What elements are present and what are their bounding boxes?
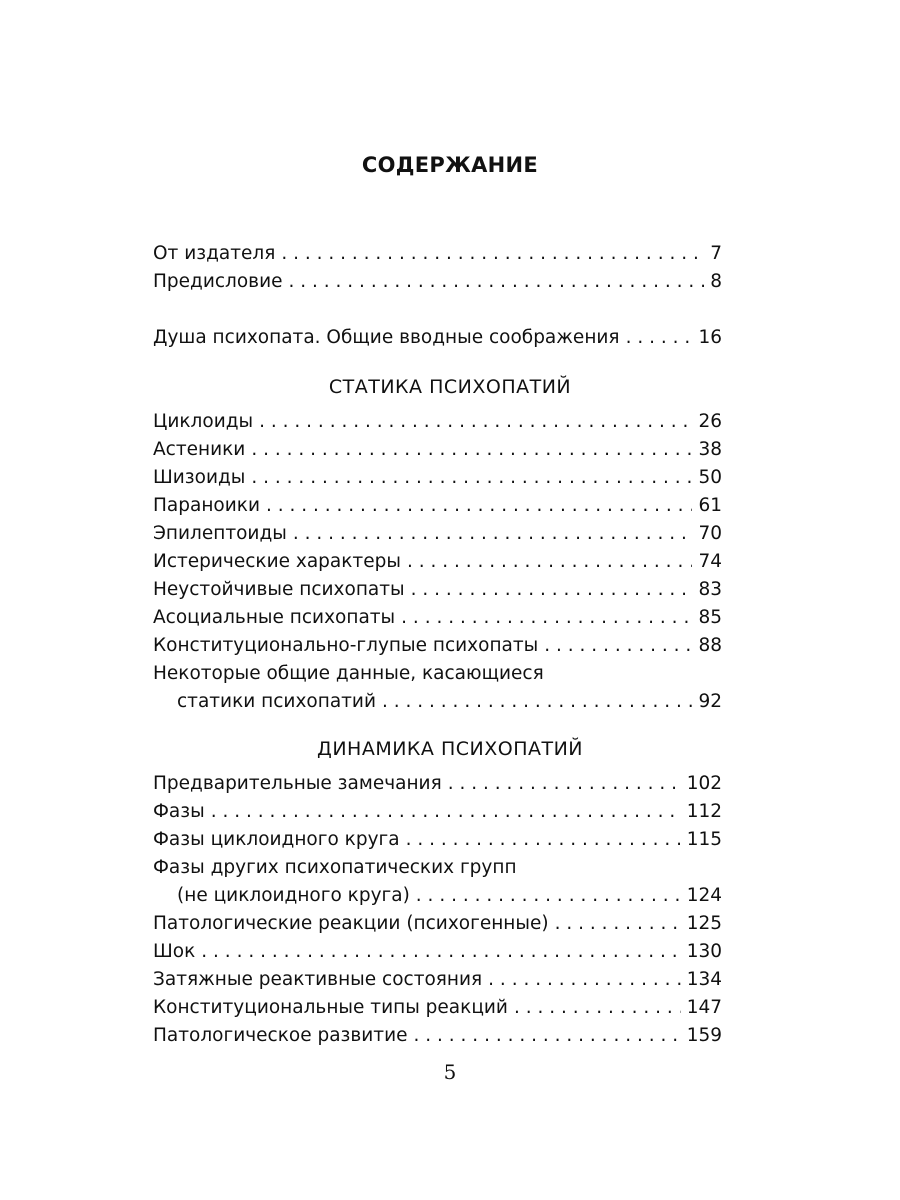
toc-entry-label: Конституциональные типы реакций bbox=[153, 997, 508, 1018]
toc-entry[interactable] bbox=[153, 520, 722, 548]
toc-entry-page: 50 bbox=[698, 467, 722, 488]
toc-entry-page: 115 bbox=[686, 829, 722, 850]
toc-entry-page: 16 bbox=[698, 327, 722, 348]
leader-dots bbox=[211, 798, 681, 826]
toc-entry[interactable] bbox=[153, 268, 722, 296]
toc-entry-page: 124 bbox=[686, 885, 722, 906]
leader-dots bbox=[382, 688, 692, 716]
toc-entry[interactable] bbox=[153, 632, 722, 660]
toc-entry-label: статики психопатий bbox=[177, 691, 376, 712]
page-title: СОДЕРЖАНИЕ bbox=[361, 153, 539, 177]
toc-entry-page: 130 bbox=[686, 941, 722, 962]
toc-entry[interactable] bbox=[153, 910, 722, 938]
toc-entry-label: Предварительные замечания bbox=[153, 773, 442, 794]
section-heading-statics: СТАТИКА ПСИХОПАТИЙ bbox=[328, 376, 572, 398]
toc-entry-page: 74 bbox=[698, 551, 722, 572]
leader-dots bbox=[555, 910, 681, 938]
toc-entry-page: 88 bbox=[698, 635, 722, 656]
toc-entry-page: 85 bbox=[698, 607, 722, 628]
toc-entry-label: Циклоиды bbox=[153, 411, 254, 432]
toc-entry[interactable] bbox=[153, 464, 722, 492]
toc-entry-page: 61 bbox=[698, 495, 722, 516]
leader-dots bbox=[407, 548, 693, 576]
leader-dots bbox=[288, 268, 704, 296]
leader-dots bbox=[544, 632, 692, 660]
toc-entry-label: Некоторые общие данные, касающиеся bbox=[153, 663, 544, 684]
toc-entry-label: Затяжные реактивные состояния bbox=[153, 969, 483, 990]
page-number: 5 bbox=[443, 1060, 457, 1084]
toc-entry-page: 112 bbox=[686, 801, 722, 822]
leader-dots bbox=[514, 994, 681, 1022]
toc-entry-label: Конституционально-глупые психопаты bbox=[153, 635, 539, 656]
leader-dots bbox=[414, 1022, 681, 1050]
toc-entry-label: Неустойчивые психопаты bbox=[153, 579, 405, 600]
leader-dots bbox=[401, 604, 692, 632]
leader-dots bbox=[266, 492, 692, 520]
leader-dots bbox=[259, 408, 692, 436]
toc-entry[interactable] bbox=[153, 576, 722, 604]
leader-dots bbox=[251, 464, 692, 492]
toc-entry-page: 70 bbox=[698, 523, 722, 544]
toc-entry[interactable] bbox=[153, 966, 722, 994]
toc-entry-page: 92 bbox=[698, 691, 722, 712]
toc-entry-label: Астеники bbox=[153, 439, 246, 460]
toc-entry-page: 26 bbox=[698, 411, 722, 432]
toc-entry-label: (не циклоидного круга) bbox=[177, 885, 410, 906]
toc-entry-label: Душа психопата. Общие вводные соображения bbox=[153, 327, 620, 348]
leader-dots bbox=[411, 576, 693, 604]
toc-entry[interactable] bbox=[153, 492, 722, 520]
toc-entry[interactable] bbox=[153, 408, 722, 436]
leader-dots bbox=[293, 520, 693, 548]
toc-entry-label: Фазы bbox=[153, 801, 205, 822]
toc-entry-page: 83 bbox=[698, 579, 722, 600]
toc-entry-page: 38 bbox=[698, 439, 722, 460]
toc-entry-first-line[interactable] bbox=[153, 660, 722, 688]
toc-entry[interactable] bbox=[153, 548, 722, 576]
toc-entry-continuation[interactable] bbox=[153, 882, 722, 910]
toc-entry-label: Патологические реакции (психогенные) bbox=[153, 913, 549, 934]
toc-dynamics bbox=[153, 770, 722, 1050]
toc-entry-label: Эпилептоиды bbox=[153, 523, 287, 544]
toc-entry[interactable] bbox=[153, 1022, 722, 1050]
toc-entry-label: Асоциальные психопаты bbox=[153, 607, 396, 628]
toc-entry[interactable] bbox=[153, 436, 722, 464]
toc-entry-page: 7 bbox=[710, 243, 722, 264]
toc-entry[interactable] bbox=[153, 826, 722, 854]
toc-entry-label: Фазы циклоидного круга bbox=[153, 829, 400, 850]
toc-entry-label: Шизоиды bbox=[153, 467, 246, 488]
toc-entry-label: Фазы других психопатических групп bbox=[153, 857, 517, 878]
leader-dots bbox=[626, 324, 693, 352]
toc-entry[interactable] bbox=[153, 324, 722, 352]
toc-entry[interactable] bbox=[153, 798, 722, 826]
leader-dots bbox=[251, 436, 692, 464]
leader-dots bbox=[448, 770, 681, 798]
leader-dots bbox=[406, 826, 681, 854]
toc-entry-page: 125 bbox=[686, 913, 722, 934]
toc-entry[interactable] bbox=[153, 240, 722, 268]
toc-entry-continuation[interactable] bbox=[153, 688, 722, 716]
toc-entry-label: Предисловие bbox=[153, 271, 283, 292]
leader-dots bbox=[201, 938, 680, 966]
toc-entry-page: 102 bbox=[686, 773, 722, 794]
leader-dots bbox=[281, 240, 704, 268]
toc-entry-label: Патологическое развитие bbox=[153, 1025, 408, 1046]
toc-entry[interactable] bbox=[153, 994, 722, 1022]
toc-entry-label: Параноики bbox=[153, 495, 260, 516]
toc-entry-page: 134 bbox=[686, 969, 722, 990]
toc-entry-page: 159 bbox=[686, 1025, 722, 1046]
toc-entry-first-line[interactable] bbox=[153, 854, 722, 882]
toc-statics bbox=[153, 408, 722, 716]
leader-dots bbox=[488, 966, 681, 994]
toc-entry[interactable] bbox=[153, 604, 722, 632]
toc-entry-label: От издателя bbox=[153, 243, 276, 264]
toc-entry-label: Шок bbox=[153, 941, 196, 962]
toc-entry-page: 8 bbox=[710, 271, 722, 292]
toc-entry-page: 147 bbox=[686, 997, 722, 1018]
leader-dots bbox=[416, 882, 681, 910]
toc-front bbox=[153, 240, 722, 296]
section-heading-dynamics: ДИНАМИКА ПСИХОПАТИЙ bbox=[316, 738, 584, 760]
toc-intro bbox=[153, 324, 722, 352]
toc-entry[interactable] bbox=[153, 938, 722, 966]
toc-entry[interactable] bbox=[153, 770, 722, 798]
toc-entry-label: Истерические характеры bbox=[153, 551, 401, 572]
